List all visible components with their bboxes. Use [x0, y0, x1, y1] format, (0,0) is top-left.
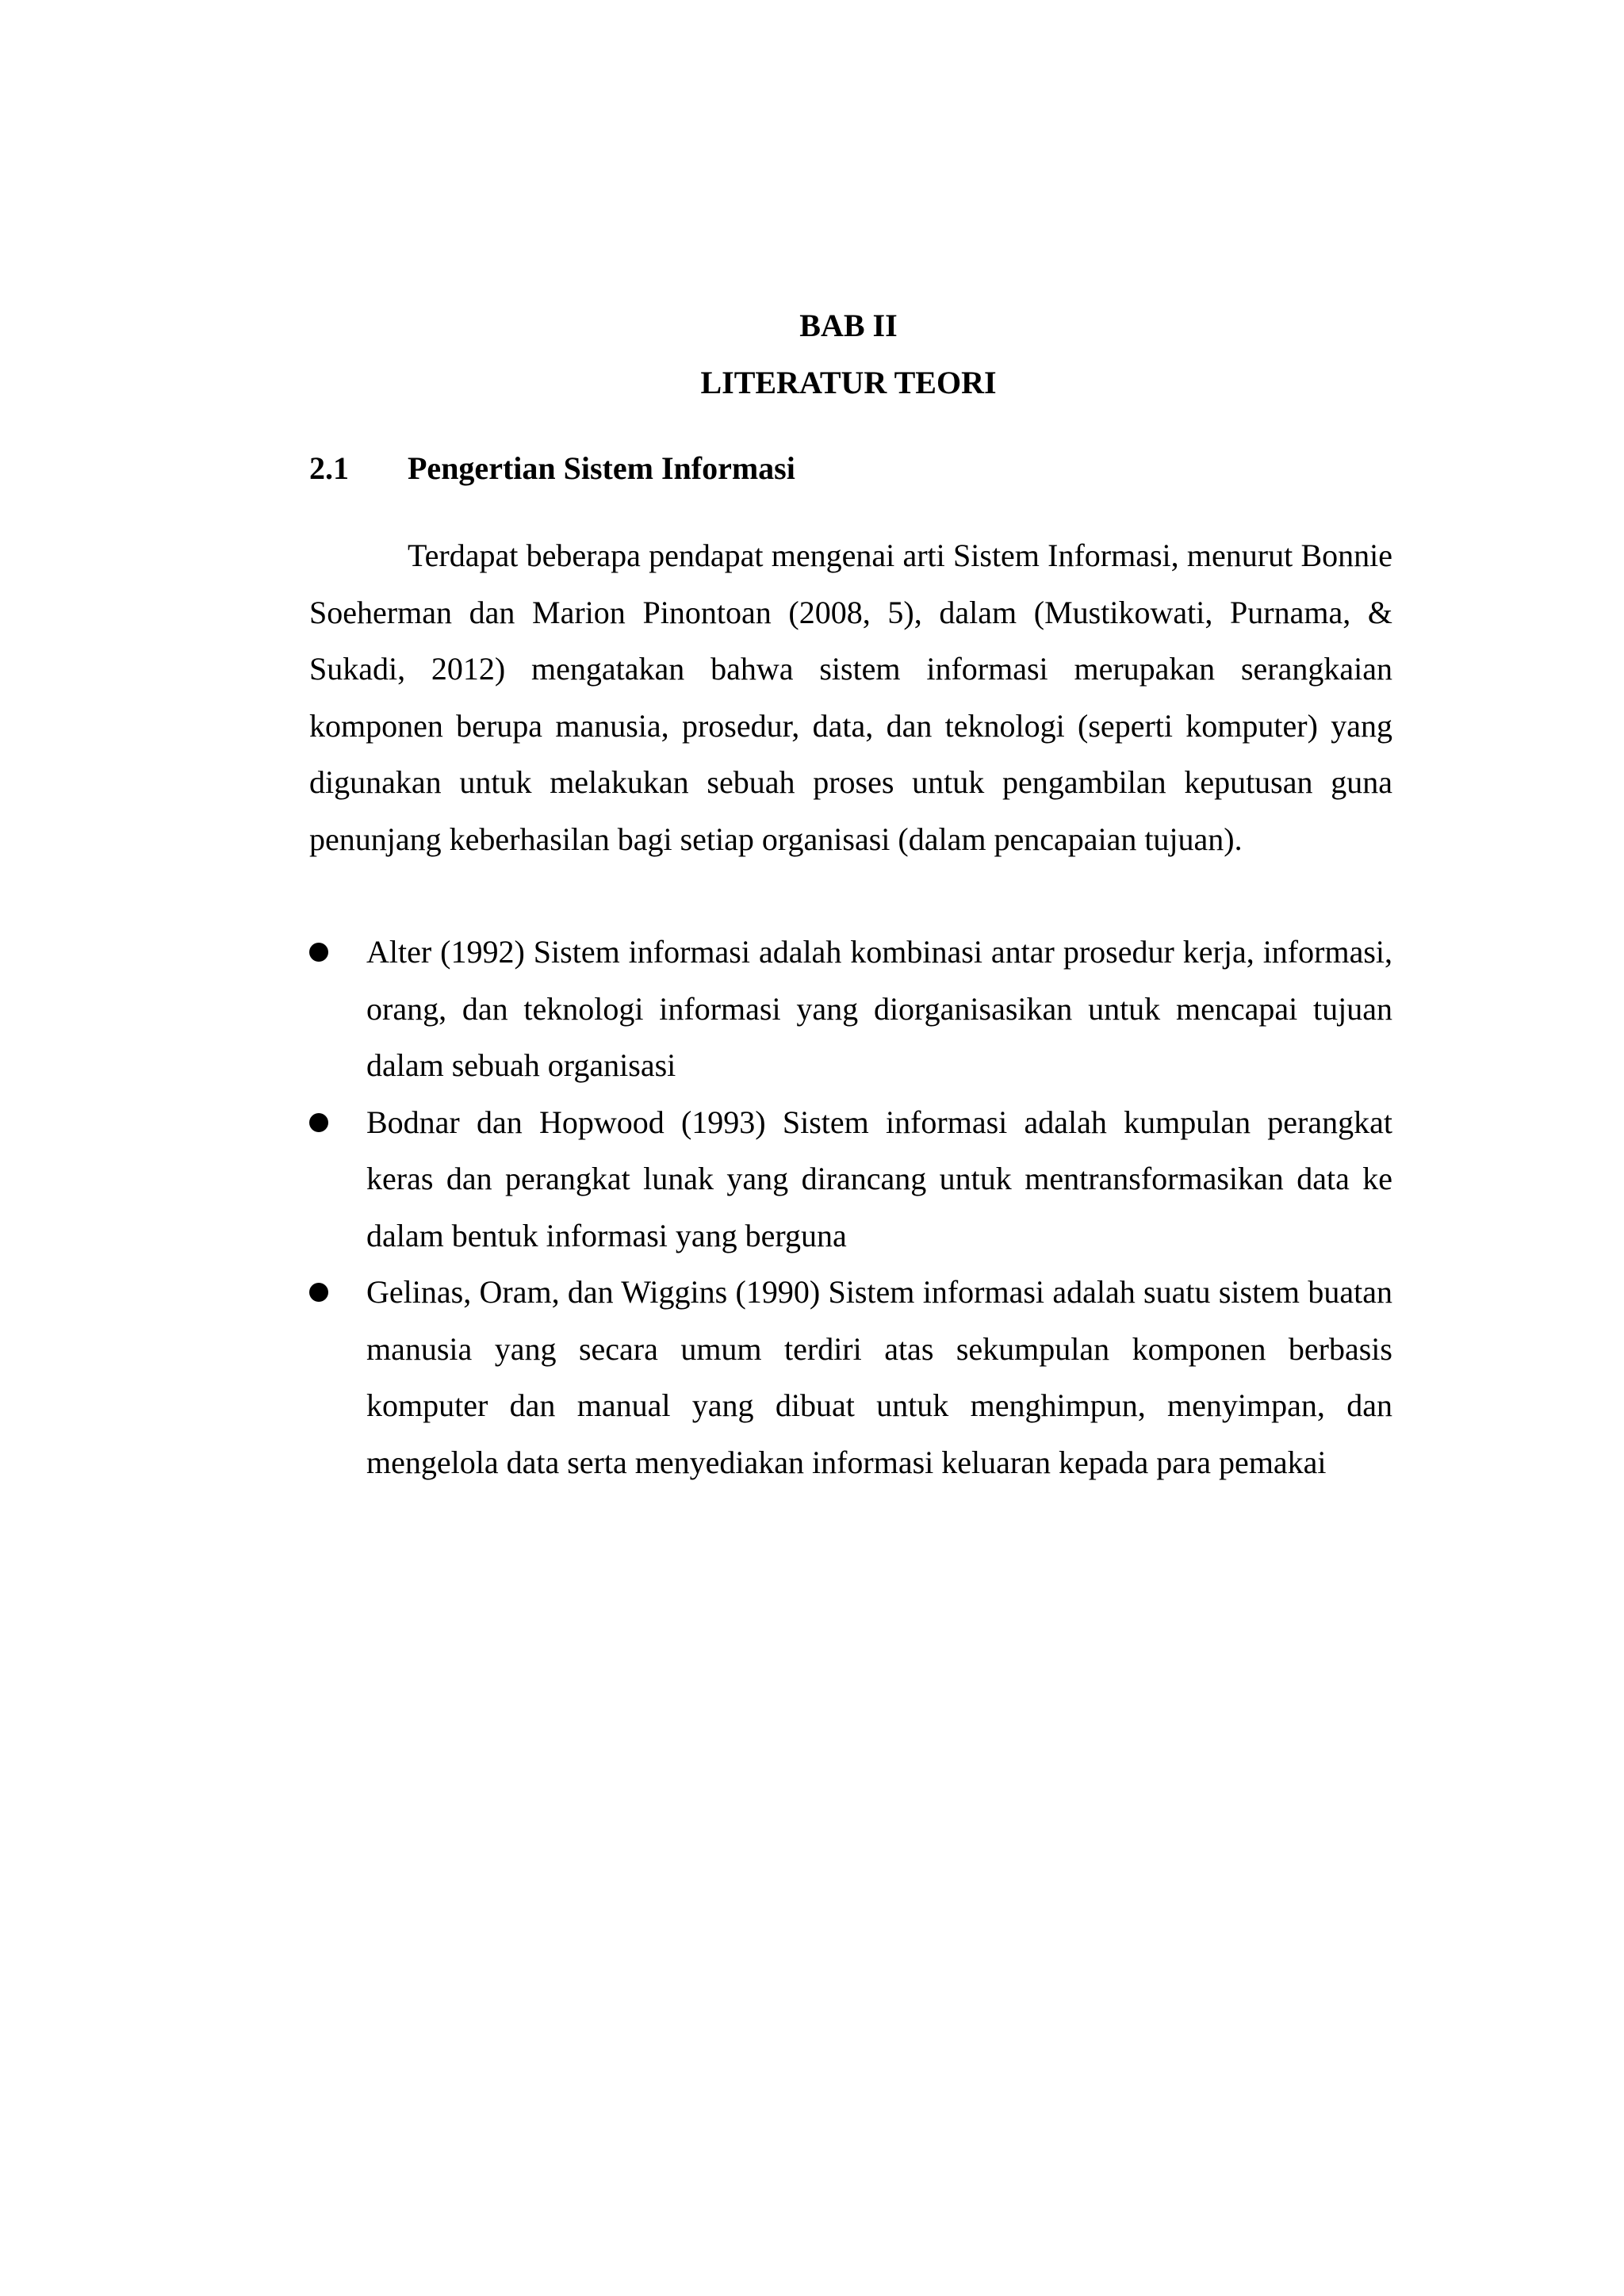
list-item-text: Gelinas, Oram, dan Wiggins (1990) Sistem informasi adalah suatu sistem buatan manusia yang secara umum terdiri atas sekumpulan komponen berbasis komputer dan manual yang dibuat untuk menghimpun, menyimpan, dan mengelola data serta menyediakan informasi keluaran kepada para pemakai	[366, 1274, 1392, 1480]
bullet-dot-icon	[309, 1283, 328, 1302]
definition-list	[309, 924, 1392, 1490]
chapter-label: BAB II	[799, 308, 898, 343]
list-item-text: Bodnar dan Hopwood (1993) Sistem informasi adalah kumpulan perangkat keras dan perangkat lunak yang dirancang untuk mentransformasikan data ke dalam bentuk informasi yang berguna	[366, 1104, 1392, 1253]
section-title: Pengertian Sistem Informasi	[408, 450, 795, 486]
list-item	[309, 924, 1392, 1094]
list-item	[309, 1264, 1392, 1490]
list-item-text: Alter (1992) Sistem informasi adalah kombinasi antar prosedur kerja, informasi, orang, dan teknologi informasi yang diorganisasikan untuk mencapai tujuan dalam sebuah organisasi	[366, 934, 1392, 1083]
section-heading	[309, 448, 795, 489]
body-paragraph: Terdapat beberapa pendapat mengenai arti Sistem Informasi, menurut Bonnie Soeherman dan Marion Pinontoan (2008, 5), dalam (Mustikowati, Purnama, & Sukadi, 2012) mengatakan bahwa sistem informasi merupakan serangkaian komponen berupa manusia, prosedur, data, dan teknologi (seperti komputer) yang digunakan untuk melakukan sebuah proses untuk pengambilan keputusan guna penunjang keberhasilan bagi setiap organisasi (dalam pencapaian tujuan).	[309, 538, 1392, 857]
bullet-dot-icon	[309, 943, 328, 962]
list-item	[309, 1094, 1392, 1265]
chapter-title: LITERATUR TEORI	[700, 365, 997, 400]
section-number: 2.1	[309, 450, 349, 486]
bullet-dot-icon	[309, 1113, 328, 1132]
